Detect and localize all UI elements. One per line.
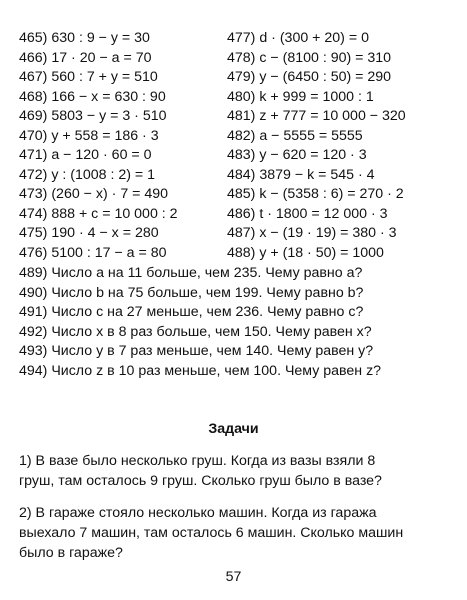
task-2-line-1: 2) В гараже стояло несколько машин. Когда из гаража	[19, 505, 377, 521]
task-1-line-2: груш, там осталось 9 груш. Сколько груш было в вазе?	[19, 473, 382, 489]
equation-473: 473) (260 − x) · 7 = 490	[19, 186, 169, 202]
equation-466: 466) 17 · 20 − a = 70	[19, 49, 152, 66]
equation-482: 482) a − 5555 = 5555	[227, 127, 363, 144]
text-problem-494: 494) Число z в 10 раз меньше, чем 100. Чему равен z?	[19, 362, 382, 379]
equation-483: 483) y − 620 = 120 · 3	[227, 147, 367, 163]
equation-475: 475) 190 · 4 − x = 280	[19, 225, 159, 241]
equation-478: 478) c − (8100 : 90) = 310	[227, 49, 392, 66]
text-problem-491: 491) Число c на 27 меньше, чем 236. Чему равно c?	[19, 304, 364, 320]
equation-476: 476) 5100 : 17 − a = 80	[19, 244, 167, 261]
equation-485: 485) k − (5358 : 6) = 270 · 2	[227, 186, 404, 202]
equation-467: 467) 560 : 7 + y = 510	[19, 69, 158, 85]
task-1	[19, 451, 449, 491]
task-2-line-3: было в гараже?	[19, 545, 123, 561]
equation-484: 484) 3879 − k = 545 · 4	[227, 166, 375, 183]
equation-471: 471) a − 120 · 60 = 0	[19, 147, 152, 163]
equations-grid	[19, 29, 459, 263]
text-problem-489: 489) Число a на 11 больше, чем 235. Чему равно a?	[19, 265, 363, 281]
equation-474: 474) 888 + c = 10 000 : 2	[19, 205, 178, 222]
text-problems-list	[19, 264, 459, 381]
equation-465: 465) 630 : 9 − y = 30	[19, 30, 150, 46]
text-problem-493: 493) Число y в 7 раз меньше, чем 140. Чему равен y?	[19, 343, 374, 359]
text-problem-492: 492) Число x в 8 раз больше, чем 150. Чему равен x?	[19, 323, 372, 340]
equation-481: 481) z + 777 = 10 000 − 320	[227, 108, 406, 124]
equation-479: 479) y − (6450 : 50) = 290	[227, 69, 392, 85]
task-2-line-2: выехало 7 машин, там осталось 6 машин. Сколько машин	[19, 525, 404, 541]
page-number: 57	[225, 569, 242, 585]
text-problem-490: 490) Число b на 75 больше, чем 199. Чему равно b?	[19, 284, 364, 301]
equation-472: 472) y : (1008 : 2) = 1	[19, 166, 156, 183]
equations-right-column	[225, 29, 455, 263]
equation-470: 470) y + 558 = 186 · 3	[19, 127, 159, 144]
task-2	[19, 503, 449, 563]
equation-486: 486) t · 1800 = 12 000 · 3	[227, 205, 388, 222]
equation-477: 477) d · (300 + 20) = 0	[227, 30, 369, 46]
equation-488: 488) y + (18 · 50) = 1000	[227, 244, 384, 261]
task-1-line-1: 1) В вазе было несколько груш. Когда из вазы взяли 8	[19, 453, 376, 469]
equations-left-column	[19, 29, 225, 263]
equation-480: 480) k + 999 = 1000 : 1	[227, 88, 374, 105]
equation-468: 468) 166 − x = 630 : 90	[19, 88, 166, 105]
section-title: Задачи	[208, 421, 259, 437]
equation-469: 469) 5803 − y = 3 · 510	[19, 108, 167, 124]
equation-487: 487) x − (19 · 19) = 380 · 3	[227, 225, 397, 241]
